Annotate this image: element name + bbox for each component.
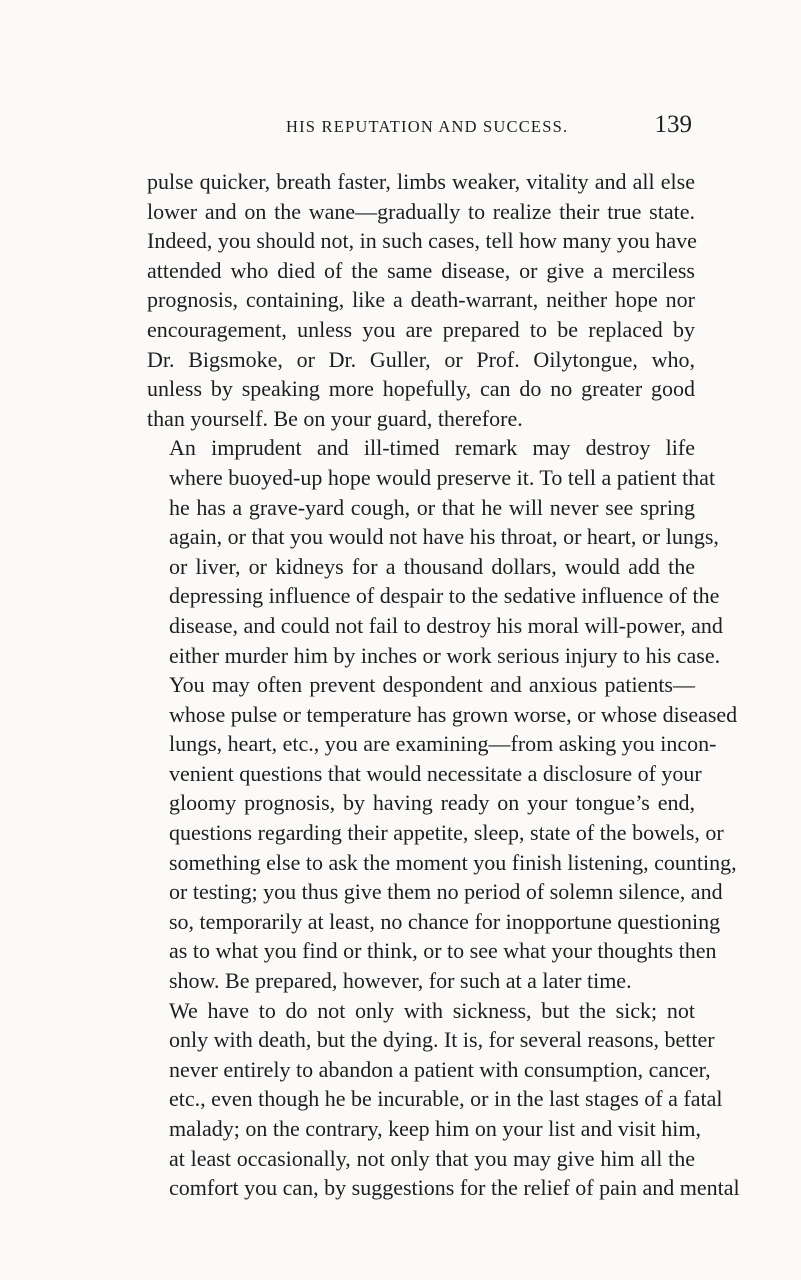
text-line: venient questions that would necessitate a disclosure of your [169, 760, 702, 786]
text-line: You may often prevent despondent and anxious patients— [169, 672, 695, 698]
text-line: than yourself. Be on your guard, therefore. [147, 405, 523, 431]
text-line: so, temporarily at least, no chance for inopportune questioning [169, 908, 721, 934]
running-head [150, 111, 692, 147]
paragraph [147, 433, 723, 670]
text-line: either murder him by inches or work serious injury to his case. [169, 642, 721, 668]
text-line: Dr. Bigsmoke, or Dr. Guller, or Prof. Oilytongue, who, [147, 346, 695, 372]
text-line: or liver, or kidneys for a thousand dollars, would add the [169, 553, 695, 579]
paragraph [147, 167, 695, 433]
text-line: encouragement, unless you are prepared to be replaced by [147, 316, 695, 342]
text-line: unless by speaking more hopefully, can do no greater good [147, 376, 695, 402]
paragraph [147, 670, 738, 996]
text-line: comfort you can, by suggestions for the relief of pain and mental [169, 1175, 740, 1201]
text-line: only with death, but the dying. It is, for several reasons, better [169, 1027, 715, 1053]
text-line: questions regarding their appetite, sleep, state of the bowels, or [169, 820, 724, 846]
text-line: show. Be prepared, however, for such at a later time. [169, 968, 632, 994]
text-line: attended who died of the same disease, or give a merciless [147, 257, 695, 283]
text-line: Indeed, you should not, in such cases, tell how many you have [147, 228, 697, 254]
text-line: again, or that you would not have his throat, or heart, or lungs, [169, 524, 719, 550]
text-line: at least occasionally, not only that you may give him all the [169, 1145, 695, 1171]
text-line: lower and on the wane—gradually to realize their true state. [147, 198, 695, 224]
paragraph [147, 996, 740, 1203]
text-line: etc., even though he be incurable, or in the last stages of a fatal [169, 1086, 723, 1112]
text-line: or testing; you thus give them no period of solemn silence, and [169, 879, 723, 905]
body-text [147, 167, 740, 1203]
text-line: prognosis, containing, like a death-warrant, neither hope nor [147, 287, 695, 313]
text-line: whose pulse or temperature has grown worse, or whose diseased [169, 701, 738, 727]
page-number: 139 [654, 111, 692, 138]
text-line: never entirely to abandon a patient with consumption, cancer, [169, 1056, 711, 1082]
text-line: depressing influence of despair to the sedative influence of the [169, 583, 720, 609]
text-line: An imprudent and ill-timed remark may destroy life [169, 435, 695, 461]
text-line: he has a grave-yard cough, or that he will never see spring [169, 494, 695, 520]
text-line: disease, and could not fail to destroy his moral will-power, and [169, 612, 723, 638]
text-line: where buoyed-up hope would preserve it. To tell a patient that [169, 464, 716, 490]
text-line: something else to ask the moment you finish listening, counting, [169, 849, 737, 875]
text-line: lungs, heart, etc., you are examining—from asking you incon- [169, 731, 717, 757]
text-line: We have to do not only with sickness, but the sick; not [169, 997, 695, 1023]
text-line: pulse quicker, breath faster, limbs weaker, vitality and all else [147, 169, 695, 194]
running-title: HIS REPUTATION AND SUCCESS. [286, 117, 569, 136]
text-line: gloomy prognosis, by having ready on your tongue’s end, [169, 790, 695, 816]
text-line: malady; on the contrary, keep him on your list and visit him, [169, 1116, 701, 1141]
text-line: as to what you find or think, or to see what your thoughts then [169, 938, 717, 964]
